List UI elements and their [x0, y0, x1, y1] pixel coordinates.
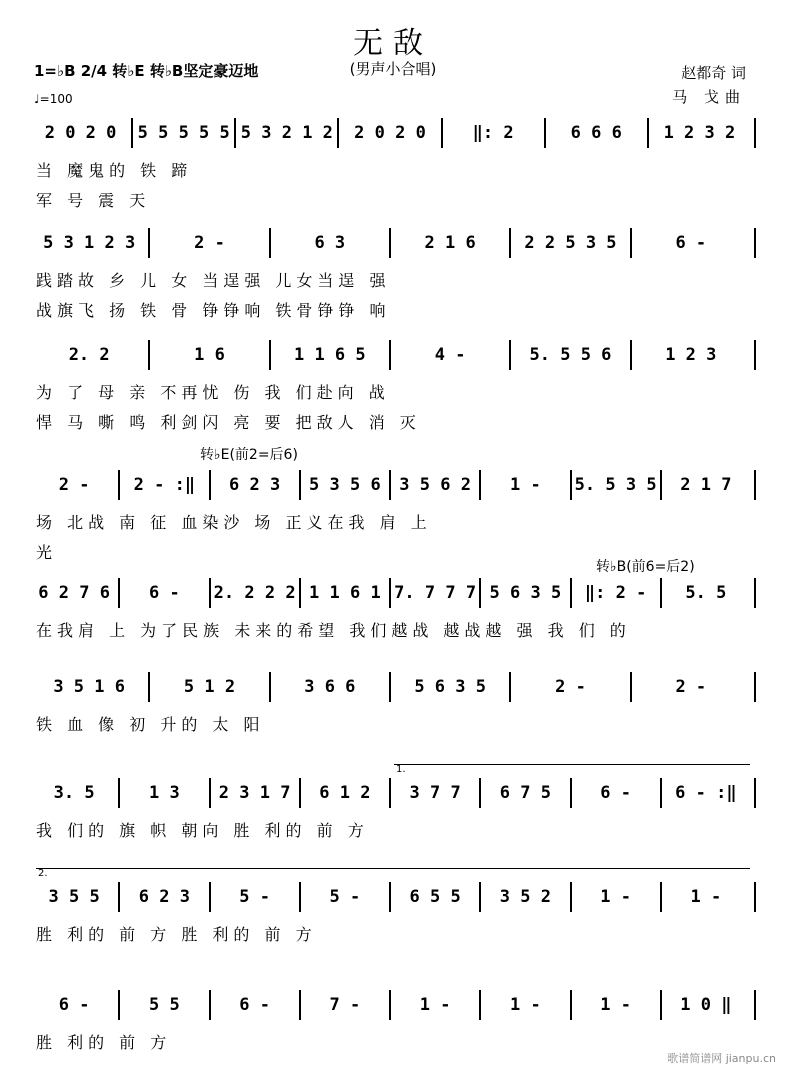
measure: 2 1 7 — [660, 470, 750, 500]
measure: 5 - — [299, 882, 389, 912]
measure: 5. 5 5 6 — [509, 340, 629, 370]
measure: 6 5 5 — [389, 882, 479, 912]
measure: 2. 2 2 2 — [209, 578, 299, 608]
measure: 7 - — [299, 990, 389, 1020]
lyric-line: 践踏故 乡 儿 女 当逞强 儿女当逞 强 — [36, 271, 391, 290]
watermark: 歌谱简谱网 jianpu.cn — [667, 1052, 776, 1065]
measure: 1 1 6 1 — [299, 578, 389, 608]
volta-bracket — [36, 868, 750, 869]
bar-line — [750, 882, 756, 912]
measure: 1 2 3 — [630, 340, 750, 370]
measure: 6 - :‖ — [660, 778, 750, 808]
lyric-line: 为 了 母 亲 不再忧 伤 我 们赴向 战 — [36, 383, 390, 402]
measure: 5 6 3 5 — [479, 578, 569, 608]
measure: 5 6 3 5 — [389, 672, 509, 702]
measure: 2 - — [509, 672, 629, 702]
measure: 1 3 — [118, 778, 208, 808]
composer-credit: 马 戈曲 — [672, 88, 746, 106]
measure: 5 - — [209, 882, 299, 912]
notation-line — [30, 778, 756, 808]
measure: ‖: 2 — [441, 118, 544, 148]
lyric-line: 铁 血 像 初 升的 太 阳 — [36, 715, 265, 734]
measure: 2 - — [58, 475, 90, 495]
measure: 5. 5 3 5 — [570, 470, 660, 500]
measure: 1 6 — [148, 340, 268, 370]
measure: 2 2 5 3 5 — [509, 228, 629, 258]
measure: 3 5 2 — [479, 882, 569, 912]
measure: 6 - — [630, 228, 750, 258]
measure: 4 - — [389, 340, 509, 370]
tempo-marking: ♩=100 — [34, 92, 73, 106]
bar-line — [750, 672, 756, 702]
measure: 5 1 2 — [148, 672, 268, 702]
measure: 2 3 1 7 — [209, 778, 299, 808]
measure: 1 2 3 2 — [647, 118, 750, 148]
measure: 5 3 5 6 — [299, 470, 389, 500]
measure: 5 5 5 5 5 — [131, 118, 234, 148]
measure: 6 6 6 — [544, 118, 647, 148]
bar-line — [750, 778, 756, 808]
measure: 3 5 1 6 — [53, 677, 125, 697]
measure: 2 0 2 0 — [337, 118, 440, 148]
measure: 7. 7 7 7 — [389, 578, 479, 608]
lyric-line: 当 魔鬼的 铁 蹄 — [36, 161, 193, 180]
measure: 6 2 3 — [209, 470, 299, 500]
bar-line — [750, 470, 756, 500]
measure: 3 7 7 — [389, 778, 479, 808]
key-change-annotation: 转♭B(前6=后2) — [596, 559, 695, 575]
lyricist-credit: 赵都奇 词 — [681, 64, 746, 82]
measure: 6 7 5 — [479, 778, 569, 808]
bar-line — [750, 118, 756, 148]
measure: 1 0 ‖ — [660, 990, 750, 1020]
measure: 3 5 6 2 — [389, 470, 479, 500]
measure: 2 - — [148, 228, 268, 258]
measure: 3. 5 — [53, 783, 95, 803]
measure: 2 - :‖ — [118, 470, 208, 500]
measure: 1 1 6 5 — [269, 340, 389, 370]
volta-bracket — [394, 764, 750, 765]
lyric-line: 战旗飞 扬 铁 骨 铮铮响 铁骨铮铮 响 — [36, 301, 391, 320]
song-subtitle: (男声小合唱) — [349, 60, 437, 78]
lyric-line: 胜 利的 前 方 胜 利的 前 方 — [36, 925, 317, 944]
measure: 2 1 6 — [389, 228, 509, 258]
volta-number: 1. — [396, 764, 406, 775]
measure: 5 3 2 1 2 — [234, 118, 337, 148]
measure: 1 - — [479, 990, 569, 1020]
measure: 6 - — [570, 778, 660, 808]
measure: 5. 5 — [660, 578, 750, 608]
lyric-line: 我 们的 旗 帜 朝向 胜 利的 前 方 — [36, 821, 369, 840]
measure: 1 - — [479, 470, 569, 500]
measure: 1 - — [570, 882, 660, 912]
song-title: 无敌 — [353, 26, 433, 61]
notation-line — [30, 578, 756, 608]
key-signature: 1=♭B 2/4 转♭E 转♭B坚定豪迈地 — [34, 62, 259, 80]
lyric-line: 场 北战 南 征 血染沙 场 正义在我 肩 上 — [36, 513, 432, 532]
bar-line — [750, 228, 756, 258]
lyric-line: 军 号 震 天 — [36, 191, 151, 210]
notation-line — [30, 672, 756, 702]
measure: 3 5 5 — [48, 887, 100, 907]
measure: 1 - — [389, 990, 479, 1020]
measure: ‖: 2 - — [570, 578, 660, 608]
measure: 2. 2 — [68, 345, 110, 365]
measure: 3 6 6 — [269, 672, 389, 702]
bar-line — [750, 340, 756, 370]
notation-line — [30, 228, 756, 258]
measure: 1 - — [660, 882, 750, 912]
lyric-line: 胜 利的 前 方 — [36, 1033, 172, 1052]
measure: 5 5 — [118, 990, 208, 1020]
notation-line — [30, 990, 756, 1020]
measure: 6 2 7 6 — [38, 583, 110, 603]
notation-line — [30, 882, 756, 912]
measure: 5 3 1 2 3 — [43, 233, 136, 253]
notation-line — [30, 118, 756, 148]
lyric-line: 光 — [36, 543, 58, 562]
measure: 1 - — [570, 990, 660, 1020]
measure: 6 2 3 — [118, 882, 208, 912]
lyric-line: 悍 马 嘶 鸣 利剑闪 亮 要 把敌人 消 灭 — [36, 413, 421, 432]
bar-line — [750, 990, 756, 1020]
measure: 6 3 — [269, 228, 389, 258]
key-change-annotation: 转♭E(前2=后6) — [200, 447, 298, 463]
bar-line — [750, 578, 756, 608]
measure: 2 0 2 0 — [44, 123, 117, 143]
measure: 2 - — [630, 672, 750, 702]
measure: 6 1 2 — [299, 778, 389, 808]
measure: 6 - — [118, 578, 208, 608]
notation-line — [30, 470, 756, 500]
measure: 6 - — [58, 995, 90, 1015]
lyric-line: 在我肩 上 为了民族 未来的希望 我们越战 越战越 强 我 们 的 — [36, 621, 631, 640]
notation-line — [30, 340, 756, 370]
volta-number: 2. — [38, 868, 48, 879]
measure: 6 - — [209, 990, 299, 1020]
